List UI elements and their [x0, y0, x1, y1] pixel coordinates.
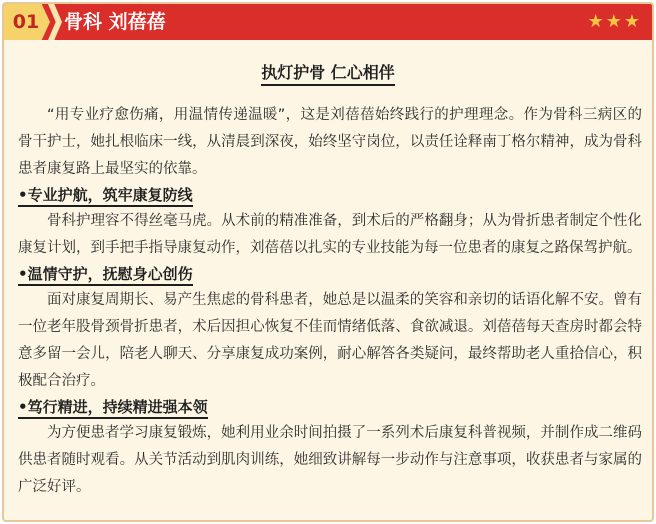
section-heading-text: •温情守护，抚慰身心创伤 [18, 265, 193, 286]
article-title-text: 执灯护骨 仁心相伴 [261, 63, 395, 86]
section-paragraph: 面对康复周期长、易产生焦虑的骨科患者，她总是以温柔的笑容和亲切的话语化解不安。曾有一位老年股骨颈骨折患者，术后因担心恢复不佳而情绪低落、食欲减退。刘蓓蓓每天查房时都会特意多留一会儿，陪老人聊天、分享康复成功案例，耐心解答各类疑问，最终帮助老人重拾信心，积极配合治疗。 [18, 292, 642, 389]
section-heading-text: •专业护航，筑牢康复防线 [18, 186, 193, 207]
intro-paragraph: “用专业疗愈伤痛，用温情传递温暖”，这是刘蓓蓓始终践行的护理理念。作为骨科三病区的骨干护士，她扎根临床一线，从清晨到深夜，始终坚守岗位，以责任诠释南丁格尔精神，成为骨科患者康复路上最坚实的依靠。 [18, 107, 642, 177]
profile-card [2, 2, 654, 522]
article-title [4, 60, 652, 83]
article-body [18, 102, 642, 501]
section-heading [18, 395, 642, 420]
section-heading-text: •笃行精进，持续精进强本领 [18, 398, 208, 419]
section-paragraph: 骨科护理容不得丝毫马虎。从术前的精准准备，到术后的严格翻身；从为骨折患者制定个性化康复计划，到手把手指导康复动作，刘蓓蓓以扎实的专业技能为每一位患者的康复之路保驾护航。 [18, 213, 642, 256]
star-rating-icon: ★★★ [587, 11, 642, 32]
header-banner [4, 4, 652, 40]
section-heading [18, 183, 642, 208]
section-heading [18, 262, 642, 287]
number-label: 01 [12, 11, 40, 33]
header-title: 骨科 刘蓓蓓 [64, 11, 166, 33]
arrow-separator-icon [48, 4, 62, 40]
section-paragraph: 为方便患者学习康复锻炼，她利用业余时间拍摄了一系列术后康复科普视频，并制作成二维码供患者随时观看。从关节活动到肌肉训练，她细致讲解每一步动作与注意事项，收获患者与家属的广泛好评。 [18, 425, 642, 495]
